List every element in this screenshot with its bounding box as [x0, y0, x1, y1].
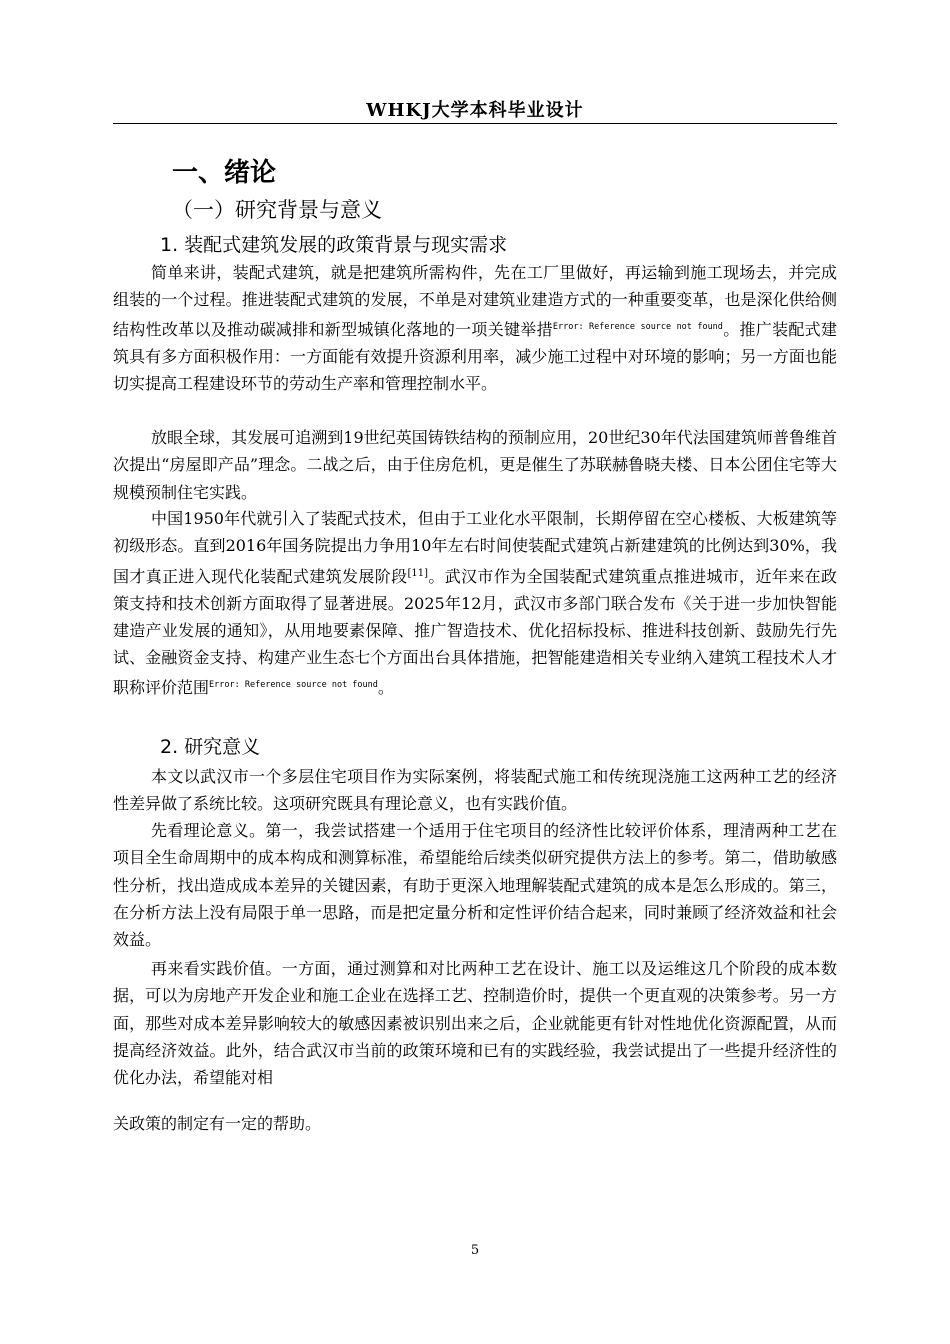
paragraph-2: 放眼全球，其发展可追溯到19世纪英国铸铁结构的预制应用，20世纪30年代法国建筑师普鲁维首次提出“房屋即产品”理念。二战之后，由于住房危机，更是催生了苏联赫鲁晓夫楼、日本公团住宅等大规模预制住宅实践。 [113, 428, 837, 502]
subsection-title-1: 1. 装配式建筑发展的政策背景与现实需求 [160, 234, 508, 256]
chapter-title: 一、绪论 [172, 158, 277, 188]
reference-error: Error: Reference source not found [209, 679, 378, 690]
running-header: WHKJ大学本科毕业设计 [366, 100, 584, 121]
paragraph-6: 再来看实践价值。一方面，通过测算和对比两种工艺在设计、施工以及运维这几个阶段的成本数据，可以为房地产开发企业和施工企业在选择工艺、控制造价时，提供一个更直观的决策参考。另一方面，那些对成本差异影响较大的敏感因素被识别出来之后，企业就能更有针对性地优化资源配置，从而提高经济效益。此外，结合武汉市当前的政策环境和已有的实践经验，我尝试提出了一些提升经济性的优化办法，希望能对相 [113, 959, 837, 1088]
paragraph-3-text-a: 中国1950年代就引入了装配式技术，但由于工业化水平限制，长期停留在空心楼板、大板建筑等初级形态。直到2016年国务院提出力争用10年左右时间使装配式建筑占新建建筑的比例达到30%，我国才真正进入现代化装配式建筑发展阶段 [113, 509, 837, 586]
paragraph-3 [113, 505, 837, 701]
subsection-title-2: 2. 研究意义 [160, 736, 261, 758]
section-title: （一）研究背景与意义 [172, 198, 382, 222]
paragraph-5: 先看理论意义。第一，我尝试搭建一个适用于住宅项目的经济性比较评价体系，理清两种工艺在项目全生命周期中的成本构成和测算标准，希望能给后续类似研究提供方法上的参考。第二，借助敏感性分析，找出造成成本差异的关键因素，有助于更深入地理解装配式建筑的成本是怎么形成的。第三，在分析方法上没有局限于单一思路，而是把定量分析和定性评价结合起来，同时兼顾了经济效益和社会效益。 [113, 821, 837, 950]
header-divider [113, 123, 837, 124]
paragraph-6-tail: 关政策的制定有一定的帮助。 [113, 1114, 322, 1133]
paragraph-1-text-a: 简单来讲，装配式建筑，就是把建筑所需构件，先在工厂里做好，再运输到施工现场去，并完成组装的一个过程。推进装配式建筑的发展，不单是对建筑业建造方式的一种重要变革，也是深化供给侧结构性改革以及推动碳减排和新型城镇化落地的一项关键举措 [113, 263, 837, 339]
paragraph-3-text-b: 。武汉市作为全国装配式建筑重点推进城市，近年来在政策支持和技术创新方面取得了显著进展。2025年12月，武汉市多部门联合发布《关于进一步加快智能建造产业发展的通知》，从用地要素保障、推广智造技术、优化招标投标、推进科技创新、鼓励先行先试、金融资金支持、构建产业生态七个方面出台具体措施，把智能建造相关专业纳入建筑工程技术人才职称评价范围 [113, 566, 837, 697]
paragraph-3-text-c: 。 [377, 677, 394, 697]
paragraph-4: 本文以武汉市一个多层住宅项目作为实际案例，将装配式施工和传统现浇施工这两种工艺的经济性差异做了系统比较。这项研究既具有理论意义，也有实践价值。 [113, 767, 837, 814]
paragraph-1-text-b: 。推广装配式建筑具有多方面积极作用：一方面能有效提升资源利用率，减少施工过程中对环境的影响；另一方面也能切实提高工程建设环节的劳动生产率和管理控制水平。 [113, 319, 837, 394]
citation: [11] [407, 567, 428, 579]
page-number: 5 [470, 1243, 480, 1258]
reference-error: Error: Reference source not found [552, 321, 723, 332]
paragraph-1 [113, 259, 837, 397]
